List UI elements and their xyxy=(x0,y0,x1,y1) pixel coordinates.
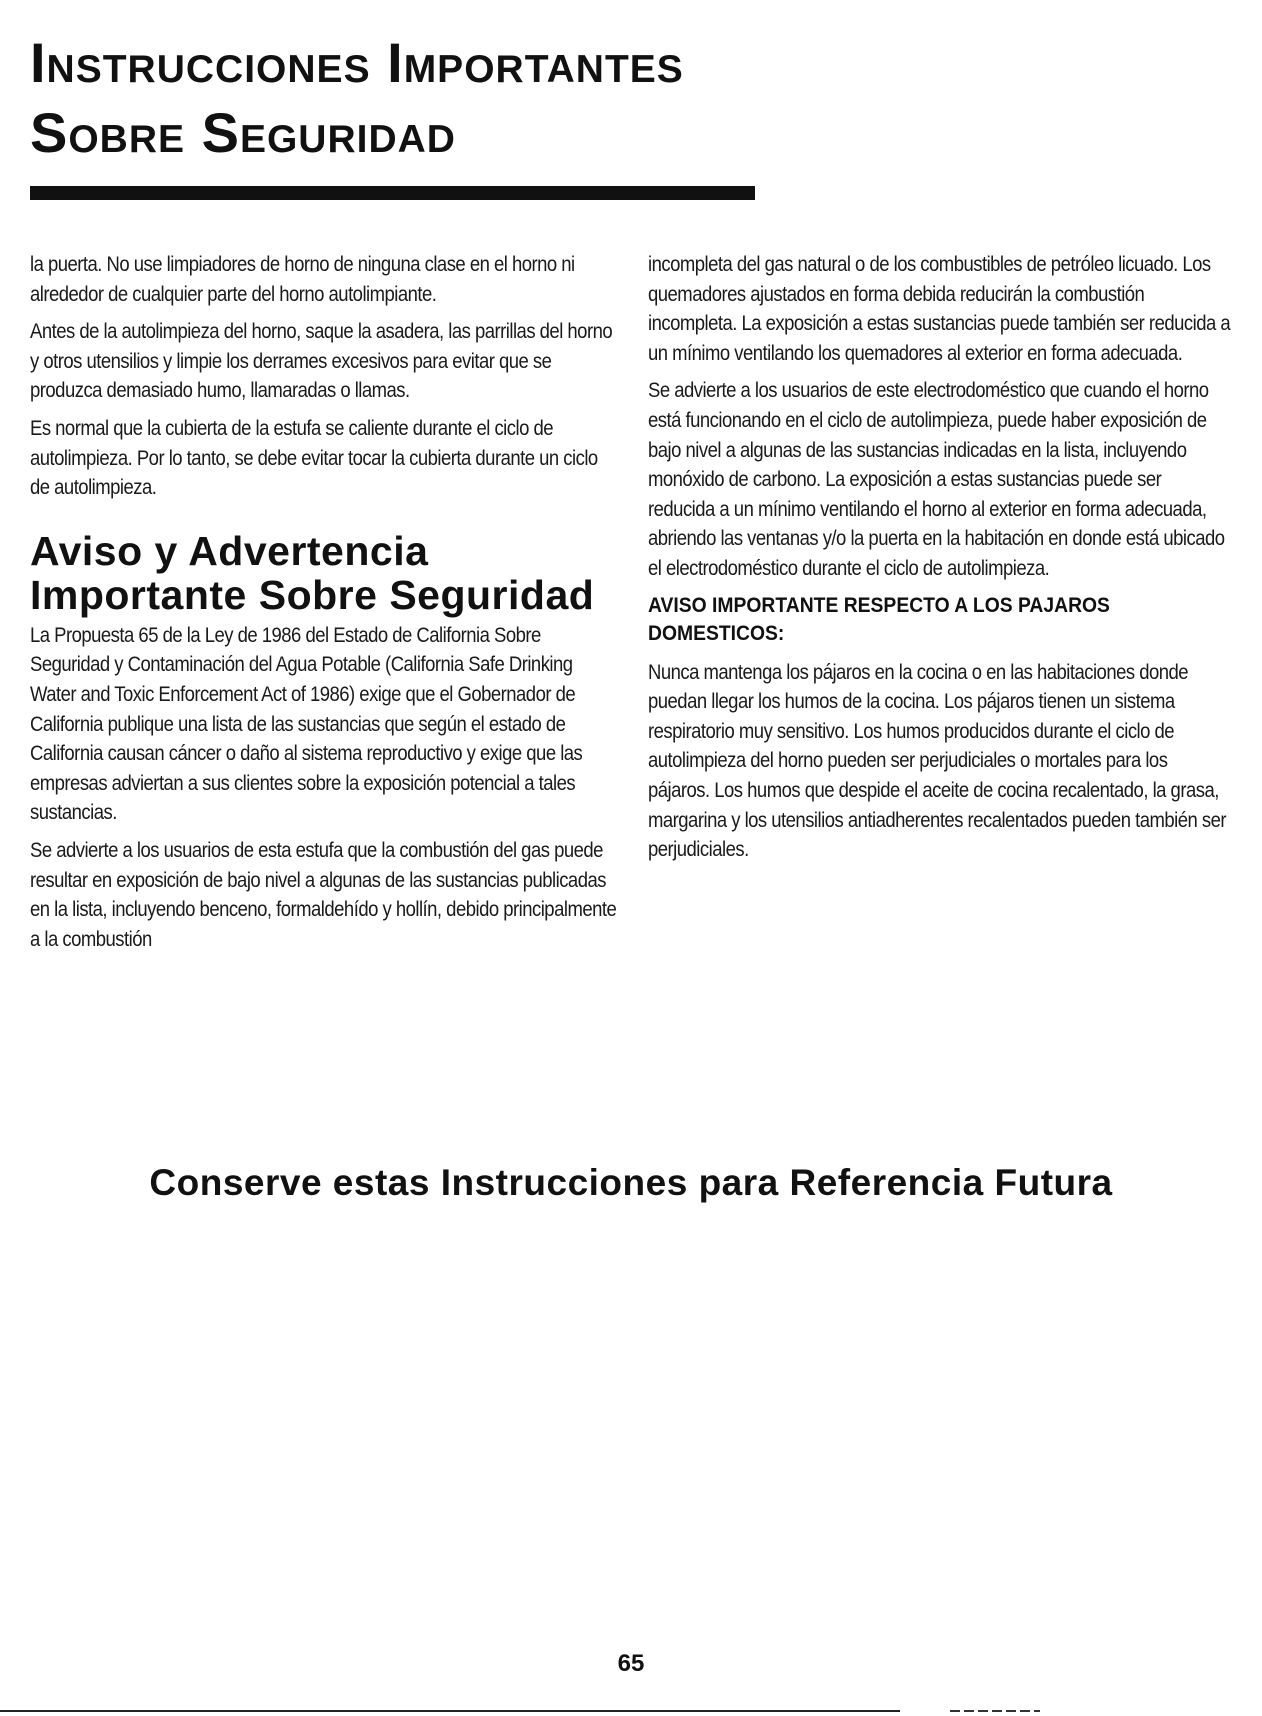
right-column xyxy=(648,250,1234,873)
paragraph-before-self-clean: Antes de la autolimpieza del horno, saque la asadera, las parrillas del horno y otros utensilios y limpie los derrames excesivos para evitar que se produzca demasiado humo, llamaradas o llamas. xyxy=(30,319,613,403)
left-column xyxy=(30,250,620,962)
bottom-edge-marks xyxy=(950,1710,1040,1712)
page-title-line-1: Instrucciones Importantes xyxy=(30,31,684,94)
paragraph-incomplete-combustion: incompleta del gas natural o de los combustibles de petróleo licuado. Los quemadores ajustados en forma debida reducirán la combustión incompleta. La exposición a estas sustancias puede también ser reducida a un mínimo ventilando los quemadores al exterior en forma adecuada. xyxy=(648,252,1231,365)
paragraph-cooktop-heat: Es normal que la cubierta de la estufa se caliente durante el ciclo de autolimpieza. Por lo tanto, se debe evitar tocar la cubierta durante un ciclo de autolimpieza. xyxy=(30,415,598,500)
page-number: 65 xyxy=(617,1650,645,1677)
closing-save-instructions: Conserve estas Instrucciones para Referencia Futura xyxy=(149,1162,1113,1203)
paragraph-oven-cleaners: la puerta. No use limpiadores de horno de ninguna clase en el horno ni alrededor de cualquier parte del horno autolimpiante. xyxy=(30,252,575,306)
paragraph-self-clean-exposure: Se advierte a los usuarios de este electrodoméstico que cuando el horno está funcionando en el ciclo de autolimpieza, puede haber exposición de bajo nivel a algunas de las sustancias indicadas en la lista, incluyendo monóxido de carbono. La exposición a estas sustancias puede ser reducida a un mínimo ventilando el horno al exterior en forma adecuada, abriendo las ventanas y/o la puerta en la habitación en donde está ubicado el electrodoméstico durante el ciclo de autolimpieza. xyxy=(648,378,1225,580)
page-title xyxy=(30,28,684,168)
page-title-line-2: Sobre Seguridad xyxy=(30,101,456,164)
sub-heading-pet-birds: AVISO IMPORTANTE RESPECTO A LOS PAJAROS DOMESTICOS: xyxy=(648,593,1110,645)
section-heading-safety-warning: Aviso y Advertencia Importante Sobre Seguridad xyxy=(30,527,595,618)
paragraph-gas-combustion: Se advierte a los usuarios de esta estufa que la combustión del gas puede resultar en exposición de bajo nivel a algunas de las sustancias publicadas en la lista, incluyendo benceno, formaldehído y hollín, debido principalmente a la combustión xyxy=(30,837,617,951)
paragraph-pet-birds: Nunca mantenga los pájaros en la cocina o en las habitaciones donde puedan llegar los humos de la cocina. Los pájaros tienen un sistema respiratorio muy sensitivo. Los humos producidos durante el ciclo de autolimpieza del horno pueden ser perjudiciales o mortales para los pájaros. Los humos que despide el aceite de cocina recalentado, la grasa, margarina y los utensilios antiadherentes recalentados pueden también ser perjudiciales. xyxy=(648,659,1227,862)
paragraph-proposition-65: La Propuesta 65 de la Ley de 1986 del Estado de California Sobre Seguridad y Contaminación del Agua Potable (California Safe Drinking Water and Toxic Enforcement Act of 1986) exige que el Gobernador de California publique una lista de las sustancias que según el estado de California causan cáncer o daño al sistema reproductivo y exige que las empresas adviertan a sus clientes sobre la exposición potencial a tales sustancias. xyxy=(30,622,583,825)
title-underline-rule xyxy=(30,186,755,200)
bottom-rule xyxy=(0,1710,900,1712)
